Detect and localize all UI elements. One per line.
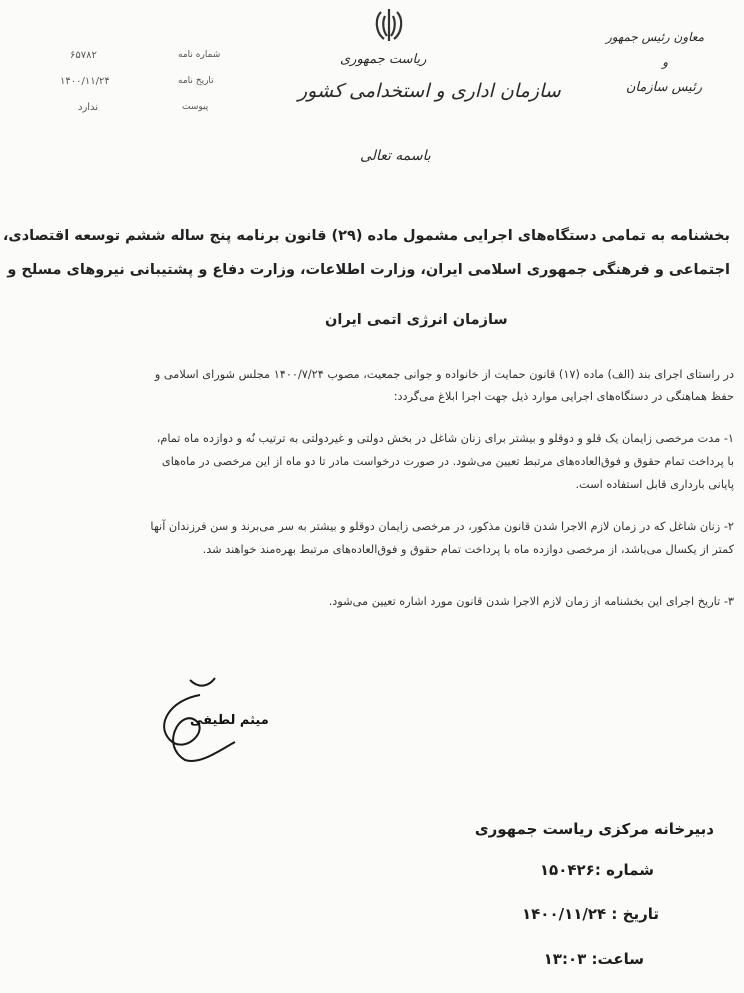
footer-number: شماره :۱۵۰۴۲۶: [539, 861, 654, 879]
footer-date: تاریخ : ۱۴۰۰/۱۱/۲۴: [522, 905, 659, 923]
item2-line2: کمتر از یکسال می‌باشد، از مرخصی دوازده ماه با پرداخت تمام حقوق و فوق‌العاده‌های مرتبط بهره‌مند خواهند شد.: [202, 543, 734, 556]
item1-line3: پایانی بارداری قابل استفاده است.: [575, 478, 734, 491]
footer-time: ساعت: ۱۳:۰۳: [543, 950, 644, 968]
invocation: باسمه تعالی: [360, 148, 431, 164]
letter-date-value: ۱۴۰۰/۱۱/۲۴: [60, 76, 110, 87]
title-line2: اجتماعی و فرهنگی جمهوری اسلامی ایران، وزارت اطلاعات، وزارت دفاع و پشتیبانی نیروهای مسلح و: [7, 262, 730, 278]
addressee-line3: رئیس سازمان: [625, 80, 702, 95]
item3-line: ۳- تاریخ اجرای این بخشنامه از زمان لازم الاجرا شدن قانون مورد اشاره تعیین می‌شود.: [328, 595, 734, 608]
item1-line2: با پرداخت تمام حقوق و فوق‌العاده‌های مرتبط تعیین می‌شود. در صورت درخواست مادر تا دو ماه از این مرخصی در ماه‌های: [161, 455, 734, 468]
letter-date-label: تاریخ نامه: [178, 76, 214, 86]
presidency-label: ریاست جمهوری: [340, 52, 427, 67]
central-office-label: دبیرخانه مرکزی ریاست جمهوری: [474, 820, 714, 838]
item2-line1: ۲- زنان شاغل که در زمان لازم الاجرا شدن قانون مذکور، در مرخصی زایمان دوقلو و بیشتر به سر می‌برند و سن فرزندان آنها: [150, 520, 734, 533]
attachment-value: ندارد: [78, 102, 99, 113]
addressee-line2: و: [662, 55, 668, 69]
addressee-line1: معاون رئیس جمهور: [605, 30, 704, 44]
intro-line1: در راستای اجرای بند (الف) ماده (۱۷) قانون حمایت از خانواده و جوانی جمعیت، مصوب ۱۴۰۰/۷/۲۴ مجلس شورای اسلامی و: [154, 368, 734, 381]
intro-line2: حفظ هماهنگی در دستگاه‌های اجرایی موارد ذیل جهت اجرا ابلاغ می‌گردد:: [393, 390, 734, 403]
letter-number-value: ۶۵۷۸۲: [70, 50, 97, 61]
item1-line1: ۱- مدت مرخصی زایمان یک قلو و دوقلو و بیشتر برای زنان شاغل در بخش دولتی و غیردولتی به ترتیب نُه و دوازده ماه تمام،: [156, 432, 734, 445]
title-line3: سازمان انرژی اتمی ایران: [325, 312, 508, 328]
attachment-label: پیوست: [182, 102, 209, 112]
organization-name: سازمان اداری و استخدامی کشور: [298, 80, 561, 102]
iran-emblem-icon: [372, 6, 406, 44]
letter-number-label: شماره نامه: [178, 50, 221, 60]
signatory-name: میثم لطیفی: [190, 713, 269, 728]
title-line1: بخشنامه به تمامی دستگاه‌های اجرایی مشمول ماده (۲۹) قانون برنامه پنج ساله ششم توسعه اقتصادی،: [2, 228, 730, 244]
